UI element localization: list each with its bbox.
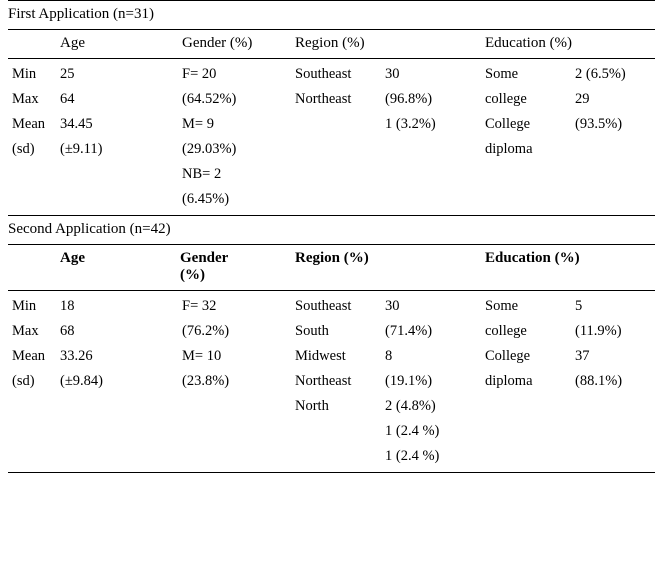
stat-label: Max [12,323,39,339]
header-gender-2-line1: Gender [180,250,229,266]
section-1-header-row [8,30,655,59]
education-name: College [485,116,531,132]
header-blank-2 [8,245,60,291]
region-value: 30 [385,66,400,82]
education-name: diploma [485,141,533,157]
section-2-stat-labels [8,291,60,473]
stat-label: Min [12,298,37,314]
age-value: (±9.11) [60,141,103,157]
header-education-2: Education (%) [485,245,655,291]
region-value: 1 (2.4 %) [385,448,440,464]
education-value: 37 [575,348,590,364]
region-value: 8 [385,348,393,364]
stat-label: Mean [12,348,46,364]
stat-label: Max [12,91,39,107]
region-name [295,137,385,162]
education-name: College [485,348,531,364]
region-value: 2 (4.8%) [385,398,436,414]
region-name [295,112,385,137]
region-value: 30 [385,298,400,314]
gender-value: M= 10 [182,348,222,364]
gender-value: (6.45%) [182,191,230,207]
education-value [575,137,655,162]
age-value: 68 [60,323,75,339]
education-value: 2 (6.5%) [575,66,626,82]
region-name: North [295,398,329,414]
demographics-table [8,0,655,473]
gender-value: (64.52%) [182,91,237,107]
education-value: 29 [575,91,590,107]
section-1-body-row [8,59,655,216]
education-name: Some [485,298,519,314]
age-value: 18 [60,298,75,314]
region-value: (19.1%) [385,373,433,389]
age-value: (±9.84) [60,373,103,389]
education-name: college [485,323,527,339]
section-2-education-values [575,291,655,473]
education-value: 5 [575,298,583,314]
section-1-title-row [8,1,655,30]
section-2-header-row [8,245,655,291]
gender-value: F= 32 [182,298,217,314]
section-2-body-row [8,291,655,473]
region-name: Southeast [295,66,352,82]
section-1-education-names [485,59,575,216]
gender-value: NB= 2 [182,166,222,182]
gender-value: (76.2%) [182,323,230,339]
age-value: 25 [60,66,75,82]
stat-label: Min [12,66,37,82]
section-1-gender-values [180,59,295,216]
education-value: (88.1%) [575,373,623,389]
gender-value: (23.8%) [182,373,230,389]
gender-value: F= 20 [182,66,217,82]
stat-label: Mean [12,116,46,132]
header-age-1: Age [60,30,180,59]
education-name: diploma [485,373,533,389]
header-gender-2-line2: (%) [180,267,205,283]
education-name: college [485,91,527,107]
header-region-2: Region (%) [295,245,485,291]
section-2-region-values [385,291,485,473]
section-2-gender-values [180,291,295,473]
header-education-1: Education (%) [485,30,655,59]
section-2-education-names [485,291,575,473]
header-age-2: Age [60,245,180,291]
section-1-region-names [295,59,385,216]
section-1-region-values [385,59,485,216]
section-2-age-values [60,291,180,473]
region-name: Northeast [295,91,352,107]
region-value: (96.8%) [385,91,433,107]
education-value: (11.9%) [575,323,622,339]
education-name: Some [485,66,519,82]
section-2-title: Second Application (n=42) [8,216,655,245]
education-value: (93.5%) [575,116,623,132]
section-2-region-names [295,291,385,473]
region-name: Southeast [295,298,352,314]
gender-value: (29.03%) [182,141,237,157]
section-2-title-row [8,216,655,245]
region-value: (71.4%) [385,323,433,339]
age-value: 64 [60,91,75,107]
header-region-1: Region (%) [295,30,485,59]
header-gender-2 [180,245,295,291]
stat-label: (sd) [12,373,35,389]
gender-value: M= 9 [182,116,214,132]
section-1-title: First Application (n=31) [8,1,655,30]
age-value: 33.26 [60,348,93,364]
region-value [385,137,485,162]
stat-label: (sd) [12,141,35,157]
age-value: 34.45 [60,116,93,132]
header-blank-1 [8,30,60,59]
section-1-education-values [575,59,655,216]
region-name: Northeast [295,373,352,389]
header-gender-1: Gender (%) [180,30,295,59]
region-name: South [295,323,329,339]
section-1-age-values [60,59,180,216]
region-name: Midwest [295,348,346,364]
section-1-stat-labels [8,59,60,216]
region-value: 1 (2.4 %) [385,423,440,439]
region-value: 1 (3.2%) [385,116,436,132]
